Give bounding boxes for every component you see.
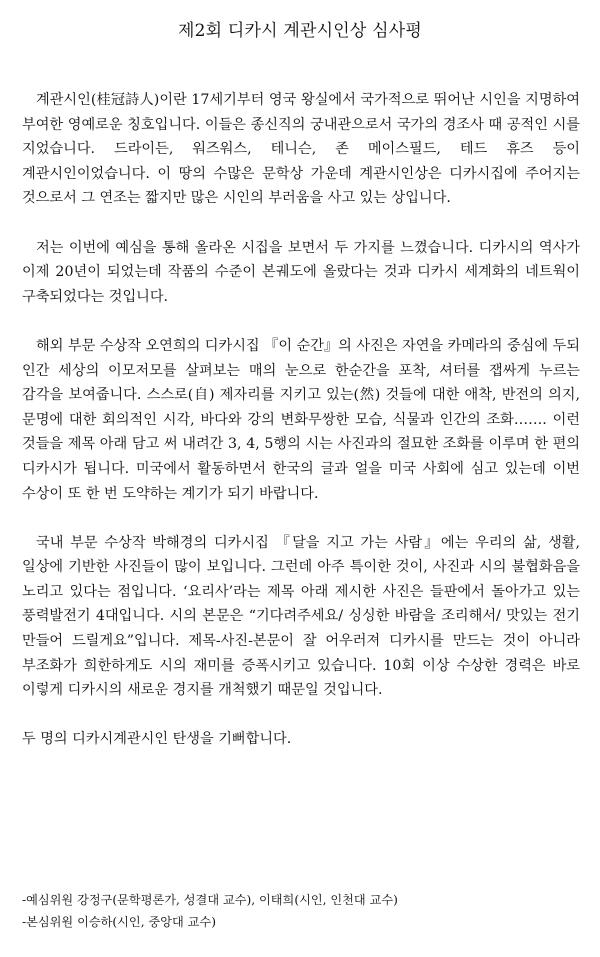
paragraph-laureate-definition: 계관시인(桂冠詩人)이란 17세기부터 영국 왕실에서 국가적으로 뛰어난 시인을 지명하여 부여한 영예로운 칭호입니다. 이들은 종신직의 궁내관으로서 국가의 경조사 때 공적인 시를 지었습니다. 드라이든, 워즈워스, 테니슨, 존 메이스필드, 테드 휴즈 등이 계관시인이었습니다. 이 땅의 수많은 문학상 가운데 계관시인상은 디카시집에 주어지는 것으로서 그 연조는 짧지만 많은 시인의 부러움을 사고 있는 상입니다. bbox=[22, 92, 580, 207]
paragraph-impressions: 저는 이번에 예심을 통해 올라온 시집을 보면서 두 가지를 느꼈습니다. 디카시의 역사가 이제 20년이 되었는데 작품의 수준이 본궤도에 올랐다는 것과 디카시 세계화의 네트웍이 구축되었다는 것입니다. bbox=[22, 239, 580, 305]
paragraph-closing: 두 명의 디카시계관시인 탄생을 기뻐합니다. bbox=[22, 731, 292, 748]
judges-credits bbox=[22, 889, 582, 933]
document-title: 제2회 디카시 계관시인상 심사평 bbox=[178, 21, 422, 41]
paragraph-overseas-winner: 해외 부문 수상작 오연희의 디카시집 『이 순간』의 사진은 자연을 카메라의 중심에 두되 인간 세상의 이모저모를 살펴보는 매의 눈으로 한순간을 포착, 셔터를 잽싸게 누르는 감각을 보여줍니다. 스스로(自) 제자리를 지키고 있는(然) 것들에 대한 애착, 반전의 의지, 문명에 대한 회의적인 시각, 바다와 강의 변화무쌍한 모습, 식물과 인간의 조화……. 이런 것들을 제목 아래 담고 써 내려간 3, 4, 5행의 시는 사진과의 절묘한 조화를 이루며 한 편의 디카시가 됩니다. 미국에서 활동하면서 한국의 글과 얼을 미국 사회에 심고 있는데 이번 수상이 또 한 번 도약하는 계기가 되기 바랍니다. bbox=[22, 337, 580, 502]
review-body bbox=[22, 88, 580, 777]
credit-final-judge: -본심위원 이승하(시인, 중앙대 교수) bbox=[22, 915, 216, 929]
credit-preliminary-judges: -예심위원 강정구(문학평론가, 성결대 교수), 이태희(시인, 인천대 교수) bbox=[22, 893, 398, 907]
paragraph-domestic-winner: 국내 부문 수상작 박해경의 디카시집 『달을 지고 가는 사람』에는 우리의 삶, 생활, 일상에 기반한 사진들이 많이 보입니다. 그런데 아주 특이한 것이, 사진과 시의 불협화음을 노리고 있다는 점입니다. ‘요리사’라는 제목 아래 제시한 사진은 들판에서 돌아가고 있는 풍력발전기 4대입니다. 시의 본문은 “기다려주세요/ 싱싱한 바람을 조리해서/ 맛있는 전기 만들어 드릴게요”입니다. 제목-사진-본문이 잘 어우러져 디카시를 만드는 것이 아니라 부조화가 희한하게도 시의 재미를 증폭시키고 있습니다. 10회 이상 수상한 경력은 바로 이렇게 디카시의 새로운 경지를 개척했기 때문일 것입니다. bbox=[22, 534, 580, 699]
